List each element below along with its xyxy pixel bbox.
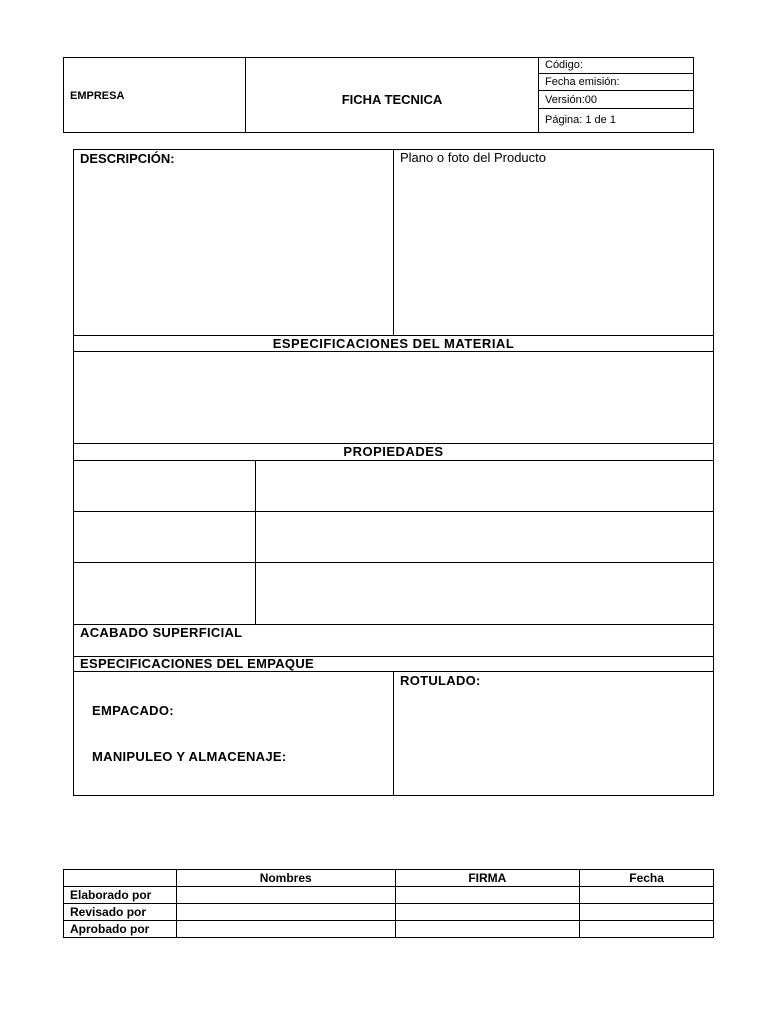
document-title: FICHA TECNICA: [341, 91, 443, 107]
row-label-elaborado: Elaborado por: [64, 887, 177, 904]
desc-divider: [393, 149, 394, 335]
especificaciones-empaque-label: ESPECIFICACIONES DEL EMPAQUE: [80, 656, 315, 671]
signature-header-firma: FIRMA: [395, 870, 580, 887]
propiedades-row-line-1: [73, 511, 714, 512]
cell-fecha: [580, 904, 714, 921]
descripcion-label: DESCRIPCIÓN:: [80, 151, 175, 166]
company-name: EMPRESA: [70, 90, 125, 102]
cell-nombre: [176, 904, 395, 921]
cell-nombre: [176, 921, 395, 938]
empacado-label: EMPACADO:: [92, 703, 174, 718]
cell-fecha: [580, 921, 714, 938]
cell-firma: [395, 921, 580, 938]
propiedades-row-line-2: [73, 562, 714, 563]
especificaciones-material-label: ESPECIFICACIONES DEL MATERIAL: [272, 335, 515, 351]
row-label-aprobado: Aprobado por: [64, 921, 177, 938]
cell-fecha: [580, 887, 714, 904]
cell-firma: [395, 904, 580, 921]
signature-header-empty: [64, 870, 177, 887]
pagina-label: Página: 1 de 1: [545, 113, 616, 126]
rotulado-label: ROTULADO:: [400, 673, 481, 688]
header-divider-2: [538, 57, 539, 133]
codigo-label: Código:: [545, 59, 583, 71]
acabado-label: ACABADO SUPERFICIAL: [80, 625, 243, 640]
propiedades-label: PROPIEDADES: [343, 444, 444, 459]
table-row: [64, 887, 714, 904]
version-label: Versión:00: [545, 93, 597, 106]
signature-header-row: [64, 870, 714, 887]
fecha-emision-label: Fecha emisión:: [545, 76, 620, 88]
signature-header-fecha: Fecha: [580, 870, 714, 887]
hline-material-bottom: [73, 351, 714, 352]
propiedades-col-divider: [255, 460, 256, 624]
signature-table: [63, 869, 714, 938]
hline-propiedades-bottom: [73, 460, 714, 461]
manipuleo-label: MANIPULEO Y ALMACENAJE:: [92, 749, 287, 764]
table-row: [64, 904, 714, 921]
row-label-revisado: Revisado por: [64, 904, 177, 921]
signature-header-nombres: Nombres: [176, 870, 395, 887]
empaque-col-divider: [393, 671, 394, 796]
table-row: [64, 921, 714, 938]
plano-label: Plano o foto del Producto: [400, 150, 546, 165]
cell-nombre: [176, 887, 395, 904]
cell-firma: [395, 887, 580, 904]
